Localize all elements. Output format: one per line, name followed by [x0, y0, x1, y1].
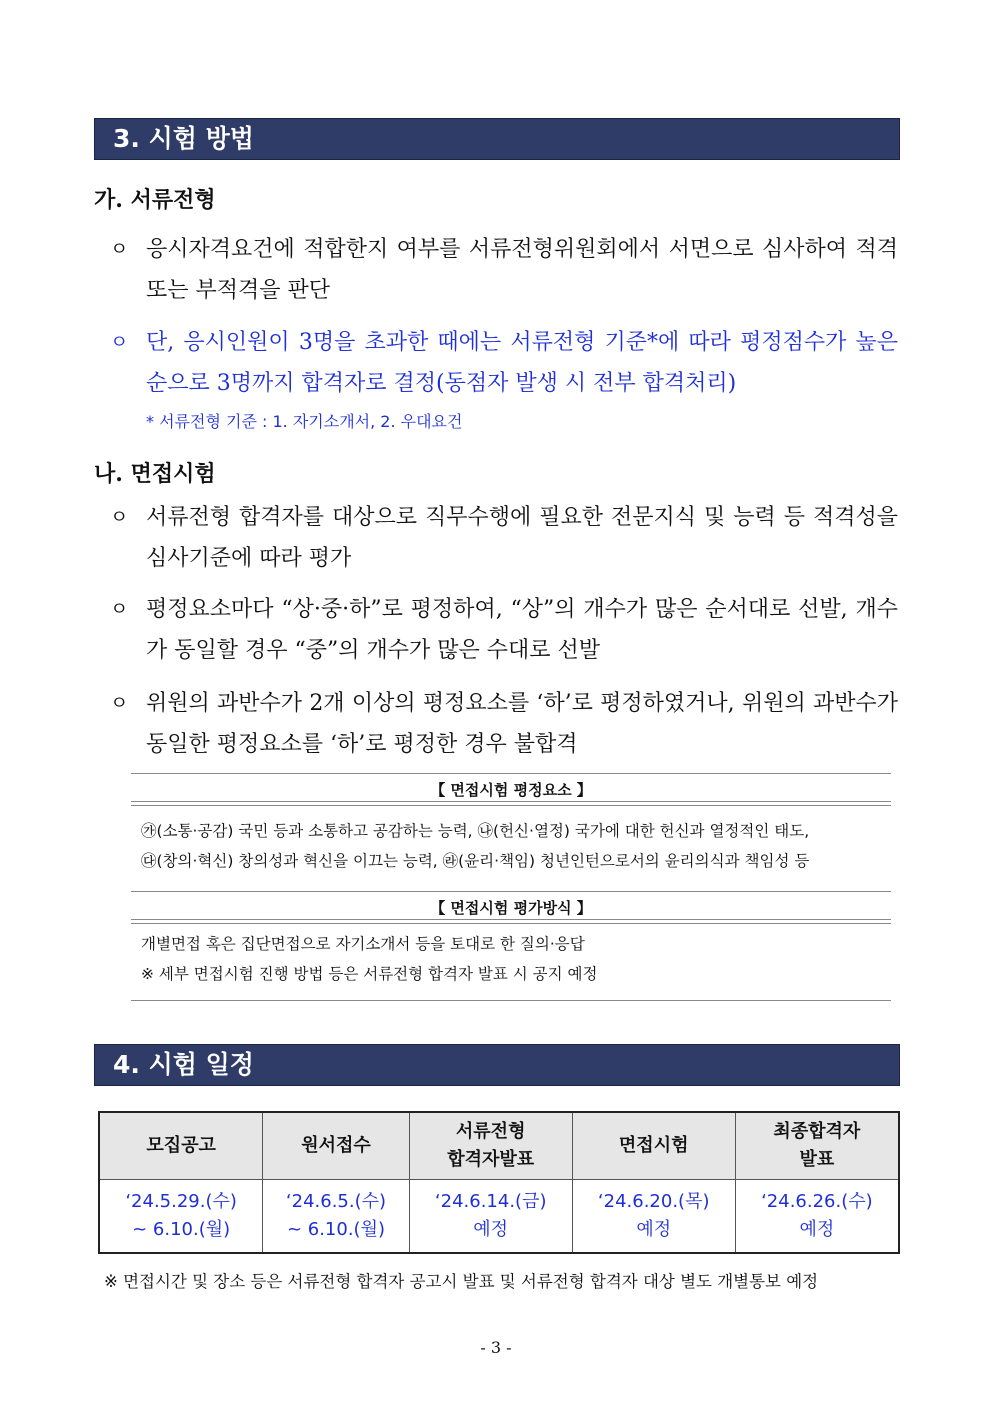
schedule-date-row: [99, 1180, 899, 1254]
schedule-header-row: [99, 1112, 899, 1180]
header-document-result: 서류전형 합격자발표: [409, 1112, 572, 1180]
box2-bottom-rule: [131, 1000, 891, 1001]
bullet-a2: [110, 322, 898, 404]
subsection-a-heading: 가. 서류전형: [94, 187, 216, 213]
date-application: ‘24.6.5.(수) ~ 6.10.(월): [263, 1180, 409, 1254]
schedule-footnote: ※ 면접시간 및 장소 등은 서류전형 합격자 공고시 발표 및 서류전형 합격자 대상 별도 개별통보 예정: [104, 1272, 819, 1291]
label-ga-icon: ㉮(: [141, 822, 163, 840]
screening-criteria-note: * 서류전형 기준 : 1. 자기소개서, 2. 우대요건: [146, 412, 463, 431]
box1-line-2: ㉰(창의·혁신) 창의성과 혁신을 이끄는 능력, ㉱(윤리·책임) 청년인턴으로서의 윤리의식과 책임성 등: [141, 852, 810, 870]
bullet-a1: [110, 229, 898, 311]
box2-line-2: ※ 세부 면접시험 진행 방법 등은 서류전형 합격자 발표 시 공지 예정: [141, 965, 598, 983]
page-number: - 3 -: [480, 1338, 512, 1357]
section-4-title: 4. 시험 일정: [94, 1044, 900, 1086]
header-final-result: 최종합격자 발표: [735, 1112, 899, 1180]
box1-title: 【 면접시험 평정요소 】: [430, 781, 592, 799]
bullet-b1: [110, 497, 898, 579]
bullet-b2-text: 평정요소마다 “상·중·하”로 평정하여, “상”의 개수가 많은 순서대로 선발, 개수가 동일할 경우 “중”의 개수가 많은 수대로 선발: [146, 597, 898, 663]
box1-text: [141, 816, 891, 876]
bullet-mark: ㅇ: [110, 331, 129, 353]
bullet-mark: ㅇ: [110, 598, 129, 620]
box2-text: [141, 929, 891, 989]
bullet-b3: [110, 683, 898, 765]
header-application: 원서접수: [263, 1112, 409, 1180]
subsection-b-heading: 나. 면접시험: [94, 461, 216, 487]
date-interview: ‘24.6.20.(목) 예정: [572, 1180, 735, 1254]
box1-title-rule: [131, 801, 891, 806]
box2-top-rule: [131, 891, 891, 892]
date-recruit-notice: ‘24.5.29.(수) ~ 6.10.(월): [99, 1180, 263, 1254]
bullet-mark: ㅇ: [110, 692, 129, 714]
box2-title: 【 면접시험 평가방식 】: [430, 899, 592, 917]
section-3-title: 3. 시험 방법: [94, 118, 900, 160]
bullet-b2: [110, 589, 898, 671]
date-document-result: ‘24.6.14.(금) 예정: [409, 1180, 572, 1254]
header-recruit-notice: 모집공고: [99, 1112, 263, 1180]
bullet-a1-text: 응시자격요건에 적합한지 여부를 서류전형위원회에서 서면으로 심사하여 적격 또는 부적격을 판단: [146, 237, 898, 303]
bullet-mark: ㅇ: [110, 238, 129, 260]
box1-top-rule: [131, 773, 891, 774]
box1-line-1: ㉮(소통·공감) 국민 등과 소통하고 공감하는 능력, ㉯(헌신·열정) 국가에 대한 헌신과 열정적인 태도,: [141, 822, 810, 840]
bullet-a2-text: 단, 응시인원이 3명을 초과한 때에는 서류전형 기준*에 따라 평정점수가 높은 순으로 3명까지 합격자로 결정(동점자 발생 시 전부 합격처리): [146, 330, 898, 396]
box2-title-rule: [131, 919, 891, 924]
header-interview: 면접시험: [572, 1112, 735, 1180]
schedule-table: [98, 1111, 900, 1254]
date-final-result: ‘24.6.26.(수) 예정: [735, 1180, 899, 1254]
box2-line-1: 개별면접 혹은 집단면접으로 자기소개서 등을 토대로 한 질의·응답: [141, 935, 585, 953]
bullet-b3-text: 위원의 과반수가 2개 이상의 평정요소를 ‘하’로 평정하였거나, 위원의 과반수가 동일한 평정요소를 ‘하’로 평정한 경우 불합격: [146, 691, 898, 757]
bullet-b1-text: 서류전형 합격자를 대상으로 직무수행에 필요한 전문지식 및 능력 등 적격성을 심사기준에 따라 평가: [146, 505, 898, 571]
bullet-mark: ㅇ: [110, 506, 129, 528]
